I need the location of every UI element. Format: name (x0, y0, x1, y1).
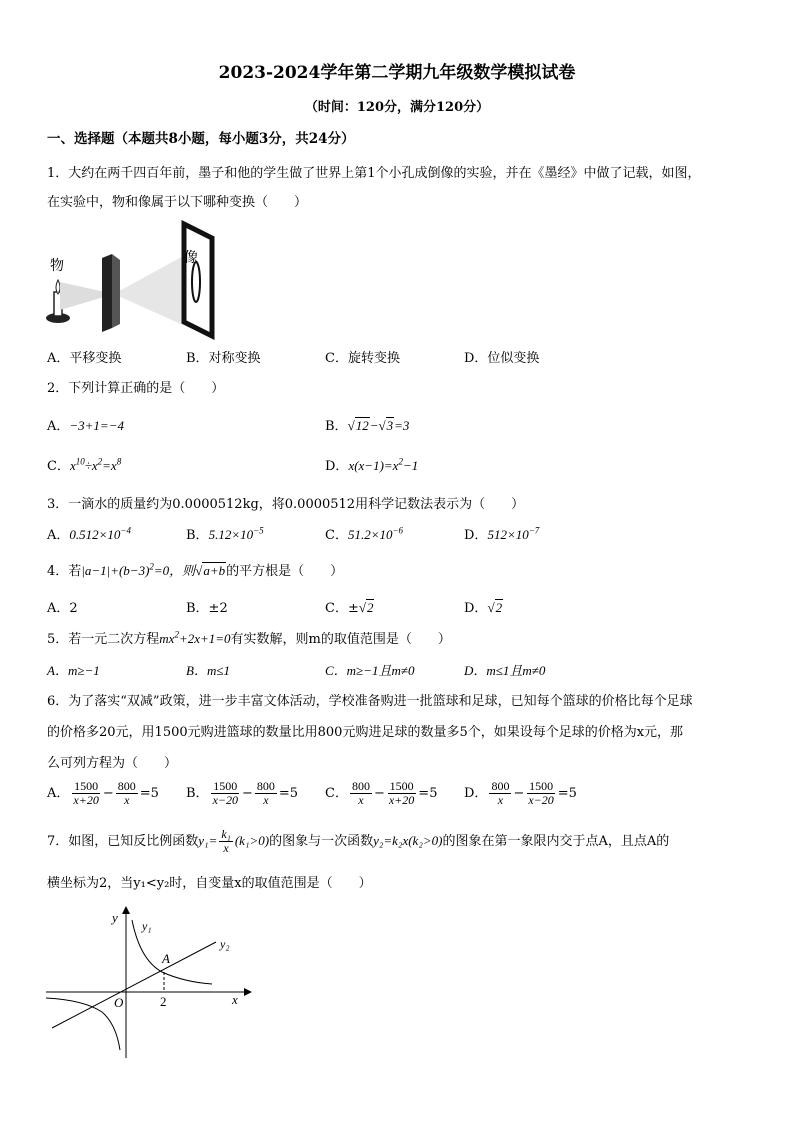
pinhole-figure (44, 220, 219, 340)
graph-label-y: y (112, 910, 118, 925)
paper-title: 2023-2024学年第二学期九年级数学模拟试卷 (218, 63, 576, 83)
y-axis-arrow (122, 906, 130, 914)
fig-label-image: 像 (184, 250, 198, 266)
q3-option-d[interactable]: D．$512\times 10^{-7}$ (464, 525, 540, 543)
q5-option-c[interactable]: C．m≥−1且m≠0 (325, 663, 415, 678)
q2-option-b[interactable]: B．√12−√3=3 (325, 418, 410, 434)
image-screen (184, 224, 212, 336)
q4-stem: 4．若$|a-1|+(b-3)^2=0$，则√a+b的平方根是（ ） (47, 561, 344, 579)
q1-option-a[interactable]: A．平移变换 (47, 351, 122, 366)
q2-option-d[interactable]: D．$x(x-1)=x^2-1$ (325, 456, 419, 474)
q6-line2: 的价格多20元，用1500元购进篮球的数量比用800元购进足球的数量多5个，如果设每个足球的价格为x元，那 (47, 725, 684, 740)
q1-option-b[interactable]: B．对称变换 (186, 351, 261, 366)
graph-label-a: A (162, 951, 170, 966)
function-graph (44, 900, 254, 1060)
q4-option-c[interactable]: C．±√2 (325, 600, 374, 616)
fig-label-object: 物 (50, 258, 64, 274)
q6-option-c[interactable]: C． $\frac{800}{x}$ − $\frac{1500}{x+20}$ =5 (325, 779, 438, 807)
q7-stem: 7．如图，已知反比例函数y₁= $\frac{\text{k₁}}{x}$ (k₁>0)的图象与一次函数y₂=k₂x(k₂>0)的图象在第一象限内交于点A，且点A的 (47, 827, 670, 855)
graph-label-y2: y₂ (220, 937, 230, 951)
q4-option-a[interactable]: A．2 (47, 601, 78, 616)
q3-option-b[interactable]: B．$5.12\times 10^{-5}$ (186, 525, 264, 543)
q6-line3: 么可列方程为（ ） (47, 756, 178, 771)
q1-option-d[interactable]: D．位似变换 (464, 351, 540, 366)
q4-option-b[interactable]: B．±2 (186, 601, 228, 616)
q4-option-d[interactable]: D．√2 (464, 600, 503, 616)
q6-option-d[interactable]: D． $\frac{800}{x}$ − $\frac{1500}{x-20}$ =5 (464, 779, 577, 807)
graph-label-x: x (232, 992, 238, 1007)
q3-option-c[interactable]: C．$51.2\times 10^{-6}$ (325, 525, 404, 543)
q2-stem: 2．下列计算正确的是（ ） (47, 381, 225, 396)
section-heading: 一、选择题（本题共8小题，每小题3分，共24分） (47, 131, 355, 147)
graph-label-origin: O (114, 995, 124, 1010)
candle-flame (56, 280, 60, 294)
line-y2 (52, 942, 216, 1028)
q1-line1: 1．大约在两千四百年前，墨子和他的学生做了世界上第1个小孔成倒像的实验，并在《墨经》中做了记载，如图， (47, 166, 701, 181)
q2-option-c[interactable]: C．$x^{10}\div x^2=x^8$ (47, 456, 122, 474)
q1-option-c[interactable]: C．旋转变换 (325, 351, 400, 366)
q2-option-a[interactable]: A．−3+1=−4 (47, 418, 124, 434)
q1-line2: 在实验中，物和像属于以下哪种变换（ ） (47, 195, 308, 210)
pinhole-screen (102, 254, 112, 332)
paper-subtitle: （时间：120分，满分120分） (304, 100, 490, 115)
hyperbola-q3 (46, 998, 120, 1050)
q6-option-b[interactable]: B． $\frac{1500}{x-20}$ − $\frac{800}{x}$ =5 (186, 779, 299, 807)
graph-label-two: 2 (160, 994, 167, 1009)
x-axis-arrow (244, 988, 252, 996)
q5-stem: 5．若一元二次方程$mx^2+2x+1=0$有实数解，则m的取值范围是（ ） (47, 629, 451, 647)
q5-option-b[interactable]: B．m≤1 (186, 663, 230, 678)
q6-line1: 6．为了落实“双减”政策，进一步丰富文体活动，学校准备购进一批篮球和足球，已知每个篮球的价格比每个足球 (47, 694, 693, 709)
q6-option-a[interactable]: A． $\frac{1500}{x+20}$ − $\frac{800}{x}$ =5 (47, 779, 159, 807)
q3-option-a[interactable]: A．$0.512\times 10^{-4}$ (47, 525, 131, 543)
q7-line2: 横坐标为2，当y₁<y₂时，自变量x的取值范围是（ ） (47, 876, 372, 891)
q5-option-a[interactable]: A．m≥−1 (47, 663, 100, 678)
graph-label-y1: y₁ (142, 919, 152, 933)
q5-option-d[interactable]: D．m≤1且m≠0 (464, 663, 546, 678)
q3-stem: 3．一滴水的质量约为0.0000512kg，将0.0000512用科学记数法表示为（ ） (47, 497, 525, 512)
